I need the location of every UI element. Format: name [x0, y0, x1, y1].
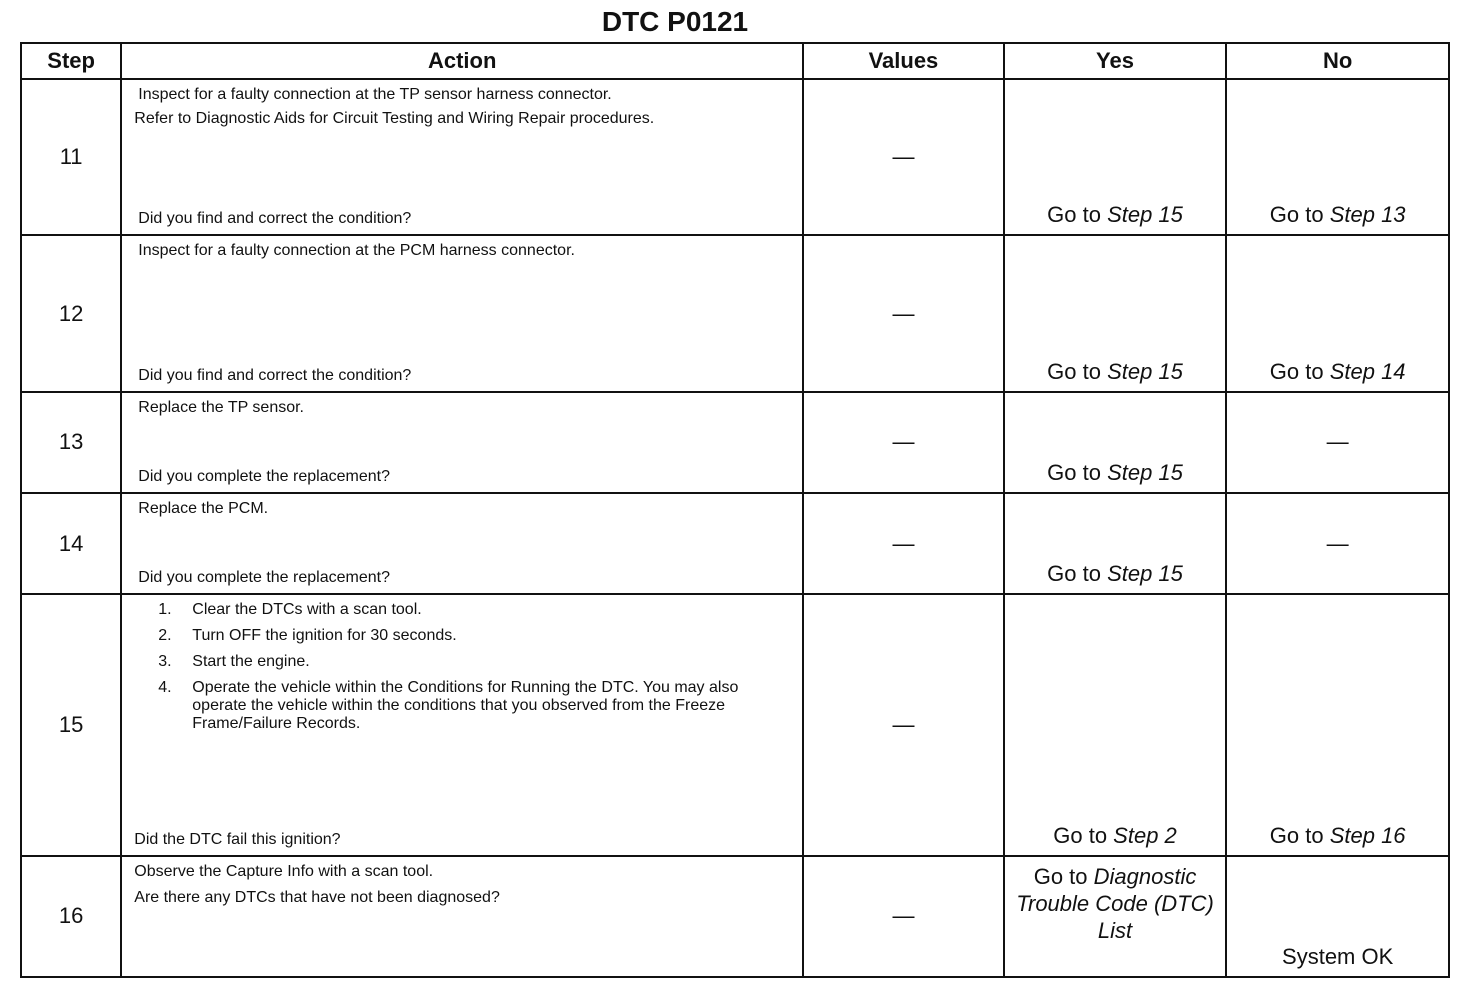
- action-text: Inspect for a faulty connection at the TP sensor harness connector.: [138, 86, 612, 103]
- step-number: 15: [21, 594, 121, 856]
- list-item: [134, 653, 790, 671]
- link-target: Step 16: [1329, 822, 1406, 848]
- link-target: Step 15: [1107, 358, 1183, 384]
- values-cell: —: [803, 594, 1004, 856]
- header-values: Values: [803, 43, 1004, 79]
- action-cell: [121, 493, 803, 594]
- action-cell: [121, 79, 803, 235]
- step-number: 12: [21, 235, 121, 391]
- link-target: Step 2: [1113, 822, 1177, 848]
- step-number: 14: [21, 493, 121, 594]
- no-cell: —: [1226, 392, 1449, 493]
- no-link[interactable]: [1227, 823, 1448, 849]
- table-row: [21, 594, 1449, 856]
- table-row: [21, 392, 1449, 493]
- header-row: [21, 43, 1449, 79]
- link-prefix: Go to: [1269, 358, 1330, 384]
- step-number: 11: [21, 79, 121, 235]
- yes-cell: [1004, 594, 1227, 856]
- list-text: Start the engine.: [192, 653, 310, 671]
- link-target: Step 13: [1329, 202, 1406, 228]
- list-text: Operate the vehicle within the Conditions for Running the DTC. You may also operate the vehicle within the conditions that you observed from the Freeze Frame/Failure Records.: [192, 679, 739, 733]
- action-question: Did you complete the replacement?: [138, 569, 390, 587]
- values-cell: —: [803, 392, 1004, 493]
- action-text: Observe the Capture Info with a scan tool.: [134, 862, 434, 880]
- list-number: 2.: [158, 627, 172, 645]
- no-result-text: System OK: [1282, 944, 1394, 969]
- link-target: Step 14: [1329, 358, 1406, 384]
- table-row: [21, 235, 1449, 391]
- list-item: [134, 601, 790, 619]
- yes-link[interactable]: [1005, 561, 1226, 587]
- no-cell: —: [1226, 493, 1449, 594]
- table-row: [21, 79, 1449, 235]
- action-text: Inspect for a faulty connection at the PCM harness connector.: [138, 242, 575, 260]
- values-cell: —: [803, 493, 1004, 594]
- list-number: 1.: [158, 601, 172, 619]
- step-number: 13: [21, 392, 121, 493]
- values-cell: —: [803, 235, 1004, 391]
- yes-cell: [1004, 235, 1227, 391]
- header-step: Step: [21, 43, 121, 79]
- action-text: Replace the TP sensor.: [138, 398, 304, 416]
- no-cell: [1226, 856, 1449, 977]
- action-cell: [121, 392, 803, 493]
- link-target: Step 15: [1107, 561, 1183, 587]
- yes-cell: [1004, 392, 1227, 493]
- yes-link[interactable]: [1005, 359, 1226, 385]
- action-text: Refer to Diagnostic Aids for Circuit Testing and Wiring Repair procedures.: [134, 110, 655, 127]
- diagnostic-table: [20, 42, 1450, 978]
- list-number: 3.: [158, 653, 172, 671]
- yes-cell: [1004, 856, 1227, 977]
- header-no: No: [1226, 43, 1449, 79]
- link-target: Diagnostic Trouble Code (DTC) List: [1016, 863, 1214, 943]
- action-cell: [121, 856, 803, 977]
- table-row: [21, 493, 1449, 594]
- action-question: Did you find and correct the condition?: [138, 366, 412, 384]
- action-question: Are there any DTCs that have not been diagnosed?: [134, 888, 500, 906]
- header-yes: Yes: [1004, 43, 1227, 79]
- action-steps-list: [134, 601, 790, 733]
- yes-link[interactable]: [1005, 823, 1226, 849]
- no-cell: [1226, 235, 1449, 391]
- action-cell: [121, 594, 803, 856]
- link-target: Step 15: [1107, 459, 1183, 485]
- page-title: DTC P0121: [601, 6, 749, 37]
- action-text: Replace the PCM.: [138, 499, 269, 517]
- values-cell: —: [803, 79, 1004, 235]
- yes-link[interactable]: [1005, 863, 1226, 944]
- yes-link[interactable]: [1005, 460, 1226, 486]
- values-cell: —: [803, 856, 1004, 977]
- link-prefix: Go to: [1053, 822, 1114, 848]
- link-prefix: Go to: [1033, 863, 1094, 889]
- action-question: Did the DTC fail this ignition?: [134, 830, 341, 848]
- list-text: Clear the DTCs with a scan tool.: [192, 601, 422, 619]
- list-text: Turn OFF the ignition for 30 seconds.: [192, 627, 457, 645]
- table-row: [21, 856, 1449, 977]
- action-question: Did you find and correct the condition?: [138, 210, 412, 228]
- no-link[interactable]: [1227, 202, 1448, 228]
- link-prefix: Go to: [1047, 561, 1108, 587]
- link-prefix: Go to: [1269, 822, 1330, 848]
- no-cell: [1226, 79, 1449, 235]
- no-cell: [1226, 594, 1449, 856]
- yes-cell: [1004, 493, 1227, 594]
- link-prefix: Go to: [1047, 358, 1108, 384]
- link-prefix: Go to: [1269, 202, 1330, 228]
- yes-link[interactable]: [1005, 202, 1226, 228]
- action-question: Did you complete the replacement?: [138, 467, 390, 485]
- action-cell: [121, 235, 803, 391]
- no-link[interactable]: [1227, 359, 1448, 385]
- list-item: [134, 627, 790, 645]
- list-number: 4.: [158, 679, 172, 697]
- list-item: [134, 679, 790, 733]
- yes-cell: [1004, 79, 1227, 235]
- link-target: Step 15: [1107, 202, 1183, 228]
- step-number: 16: [21, 856, 121, 977]
- link-prefix: Go to: [1047, 459, 1108, 485]
- link-prefix: Go to: [1047, 202, 1108, 228]
- header-action: Action: [121, 43, 803, 79]
